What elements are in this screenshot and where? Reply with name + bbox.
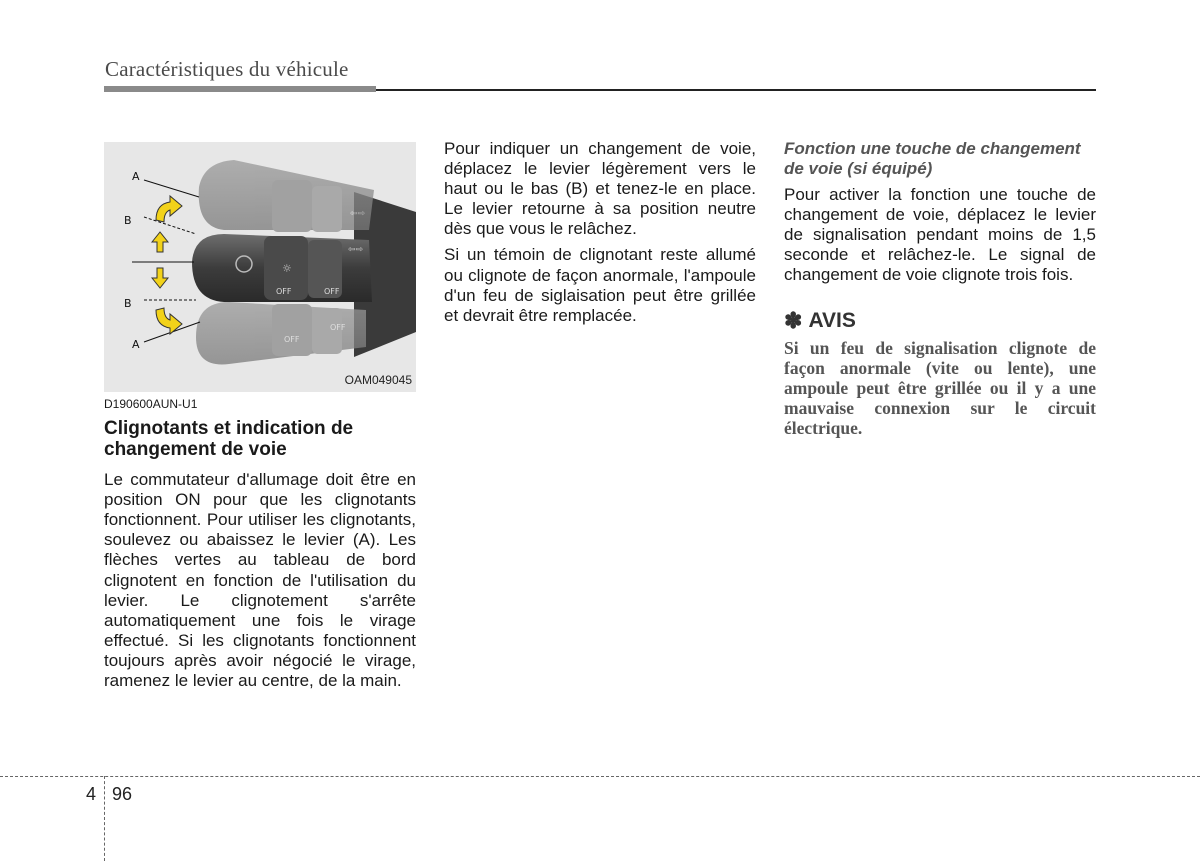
figure-code: OAM049045 [344, 373, 412, 387]
off-label: OFF [330, 323, 346, 332]
svg-text:⇦⇨: ⇦⇨ [348, 245, 364, 255]
body-paragraph: Le commutateur d'allumage doit être en position ON pour que les clignotants fonctionnent. Pour utiliser les clignotants, soulevez ou abaissez le levier (A). Les flèches vertes au tableau de bord clignotent en fonction de l'utilisation du levier. Le clignotement s'arrête automatiquement une fois le virage effectué. Si les clignotants fonctionnent toujours après avoir négocié le virage, ramenez le levier au centre, de la main. [104, 470, 416, 691]
header-rule-accent [104, 86, 376, 92]
body-paragraph: Si un témoin de clignotant reste allumé ou clignote de façon anormale, l'ampoule d'un feu de siglaisation peut être grillée et devrait être remplacée. [444, 245, 756, 325]
stalk-up-ghost [199, 160, 374, 232]
stalk-down-ghost [196, 302, 366, 364]
arrow-up-icon [152, 232, 168, 252]
body-paragraph: Pour indiquer un changement de voie, déplacez le levier légèrement vers le haut ou le bas (B) et tenez-le en place. Le levier retourne à sa position neutre dès que vous le relâchez. [444, 139, 756, 239]
notice-heading [784, 310, 1096, 332]
chapter-number: 4 [86, 784, 97, 804]
arrow-down-icon [152, 268, 168, 288]
label-a-bottom: A [132, 338, 140, 351]
off-label: OFF [276, 287, 292, 296]
middle-column [444, 139, 756, 332]
header-rule [376, 89, 1096, 91]
right-column [784, 139, 1096, 438]
svg-text:☼: ☼ [282, 262, 292, 275]
arrow-curved-up-icon [156, 196, 182, 222]
label-b-bottom: B [124, 297, 132, 310]
footer-divider [104, 776, 105, 861]
subsection-title: Fonction une touche de changement de voie (si équipé) [784, 139, 1081, 178]
document-code: D190600AUN-U1 [104, 397, 198, 411]
section-title: Clignotants et indication de changement de voie [104, 418, 354, 461]
label-b-top: B [124, 214, 132, 227]
label-a-top: A [132, 170, 140, 183]
lever-diagram [104, 142, 416, 392]
notice-heading-label: AVIS [808, 309, 856, 333]
page-header-title: Caractéristiques du véhicule [105, 57, 349, 81]
off-label: OFF [324, 287, 340, 296]
notice-text: Si un feu de signalisation clignote de façon anormale (vite ou lente), une ampoule peut être grillée ou il y a une mauvaise connexion sur le circuit électrique. [784, 338, 1096, 439]
body-paragraph: Pour activer la fonction une touche de changement de voie, déplacez le levier de signalisation pendant moins de 1,5 seconde et relâchez-le. Le signal de changement de voie clignote trois fois. [784, 185, 1096, 285]
asterisk-icon: ✽ [784, 308, 803, 334]
footer-rule [0, 776, 1200, 777]
turn-signal-lever-illustration [104, 142, 416, 392]
svg-text:⇦⇨: ⇦⇨ [350, 209, 366, 219]
left-column [104, 394, 416, 697]
stalk-main [192, 234, 372, 302]
page-number: 96 [112, 784, 133, 804]
off-label: OFF [284, 335, 300, 344]
